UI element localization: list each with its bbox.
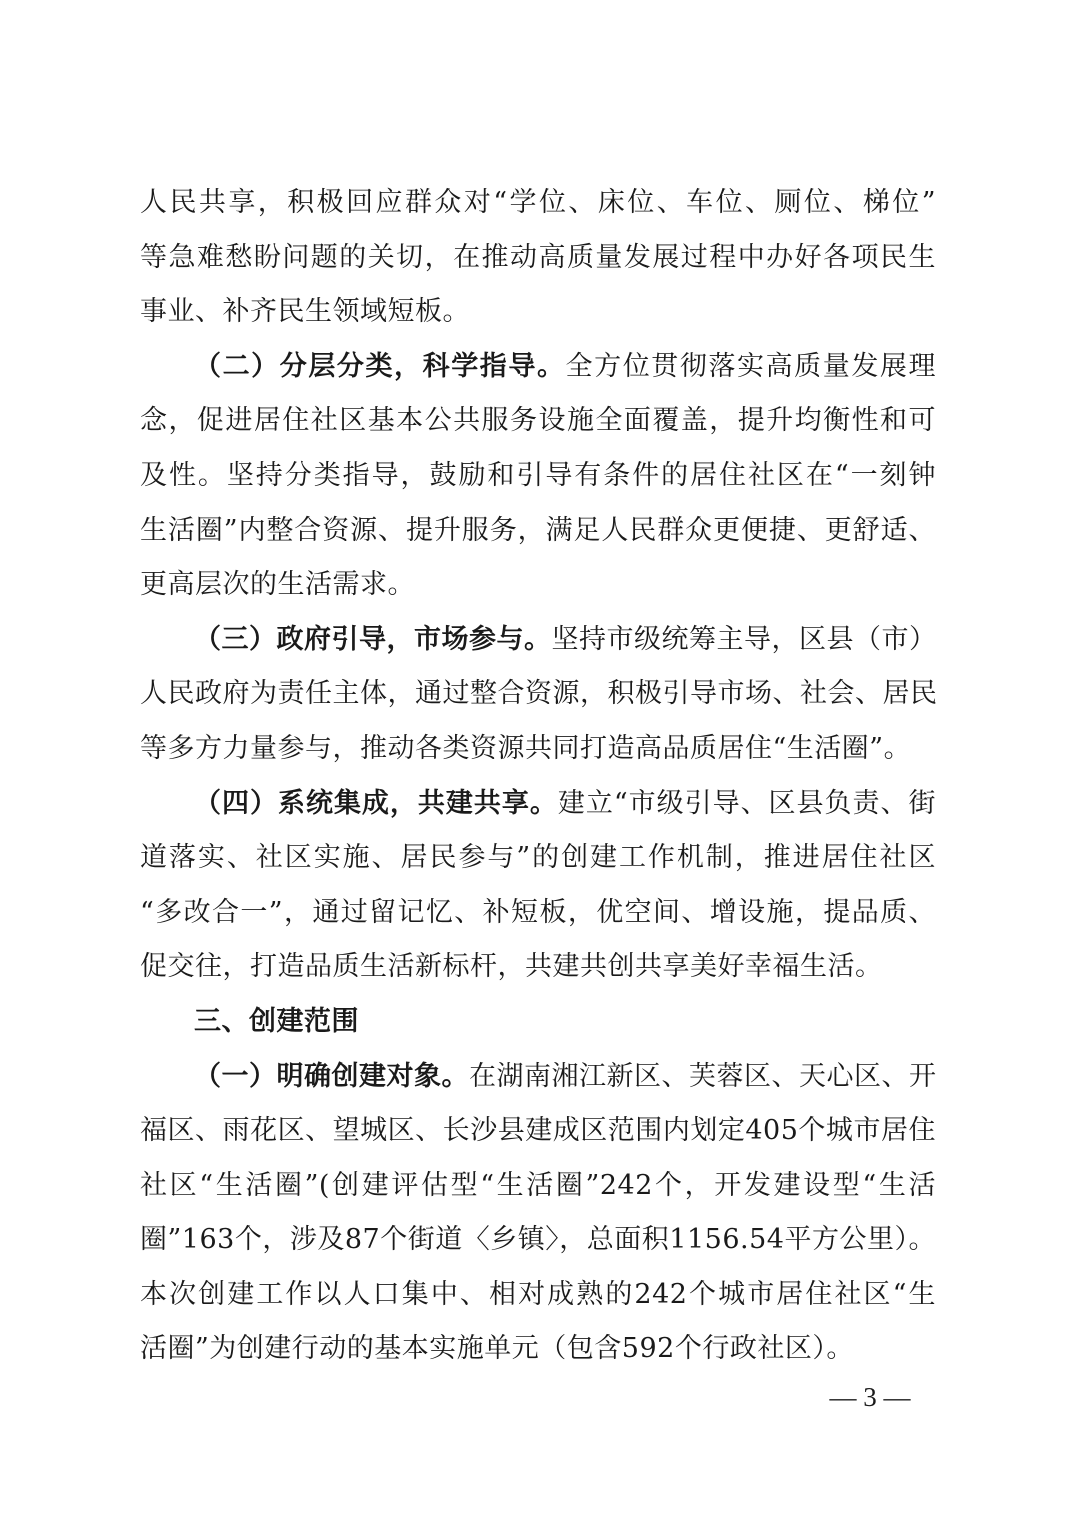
paragraph-heading: （四）系统集成，共建共享。 (194, 787, 558, 819)
paragraph-text: 坚持市级统筹主导，区县（市） (551, 623, 937, 655)
paragraph-first-line (140, 340, 936, 395)
text-line: 人民共享，积极回应群众对“学位、床位、车位、厕位、梯位” (140, 187, 936, 218)
text-line: 等急难愁盼问题的关切，在推动高质量发展过程中办好各项民生 (140, 241, 936, 273)
text-line: 本次创建工作以人口集中、相对成熟的242个城市居住社区“生 (140, 1278, 936, 1310)
text-line: 念，促进居住社区基本公共服务设施全面覆盖，提升均衡性和可 (140, 405, 936, 437)
paragraph-first-line (140, 613, 936, 668)
paragraph-first-line (140, 777, 936, 832)
paragraph-heading: （三）政府引导，市场参与。 (194, 623, 552, 655)
text-line: 社区“生活圈”(创建评估型“生活圈”242个，开发建设型“生活 (140, 1169, 936, 1201)
text-line: 促交往，打造品质生活新标杆，共建共创共享美好幸福生活。 (140, 951, 883, 983)
text-line: 活圈”为创建行动的基本实施单元（包含592个行政社区）。 (140, 1333, 854, 1365)
text-line: 等多方力量参与，推动各类资源共同打造高品质居住“生活圈”。 (140, 732, 912, 764)
text-line: 福区、雨花区、望城区、长沙县建成区范围内划定405个城市居住 (140, 1115, 936, 1147)
section-title: 三、创建范围 (194, 1005, 359, 1037)
paragraph-text: 在湖南湘江新区、芙蓉区、天心区、开 (469, 1060, 937, 1092)
paragraph-heading: （一）明确创建对象。 (194, 1060, 469, 1092)
text-line: 生活圈”内整合资源、提升服务，满足人民群众更便捷、更舒适、 (140, 514, 936, 546)
text-line: 及性。坚持分类指导，鼓励和引导有条件的居住社区在“一刻钟 (140, 459, 936, 491)
paragraph-first-line (140, 1050, 936, 1105)
paragraph-text: 建立“市级引导、区县负责、街 (557, 787, 936, 819)
paragraph-text: 全方位贯彻落实高质量发展理 (565, 350, 937, 382)
text-line: “多改合一”，通过留记忆、补短板，优空间、增设施，提品质、 (140, 896, 936, 928)
text-line: 道落实、社区实施、居民参与”的创建工作机制，推进居住社区 (140, 842, 936, 874)
text-line: 事业、补齐民生领域短板。 (140, 296, 470, 328)
page-number: — 3 — (829, 1382, 911, 1412)
text-line: 更高层次的生活需求。 (140, 569, 415, 601)
document-body (140, 176, 936, 1377)
text-line: 圈”163个，涉及87个街道〈乡镇〉，总面积1156.54平方公里）。 (140, 1224, 936, 1256)
paragraph-heading: （二）分层分类，科学指导。 (194, 350, 566, 382)
text-line: 人民政府为责任主体，通过整合资源，积极引导市场、社会、居民 (140, 678, 938, 710)
